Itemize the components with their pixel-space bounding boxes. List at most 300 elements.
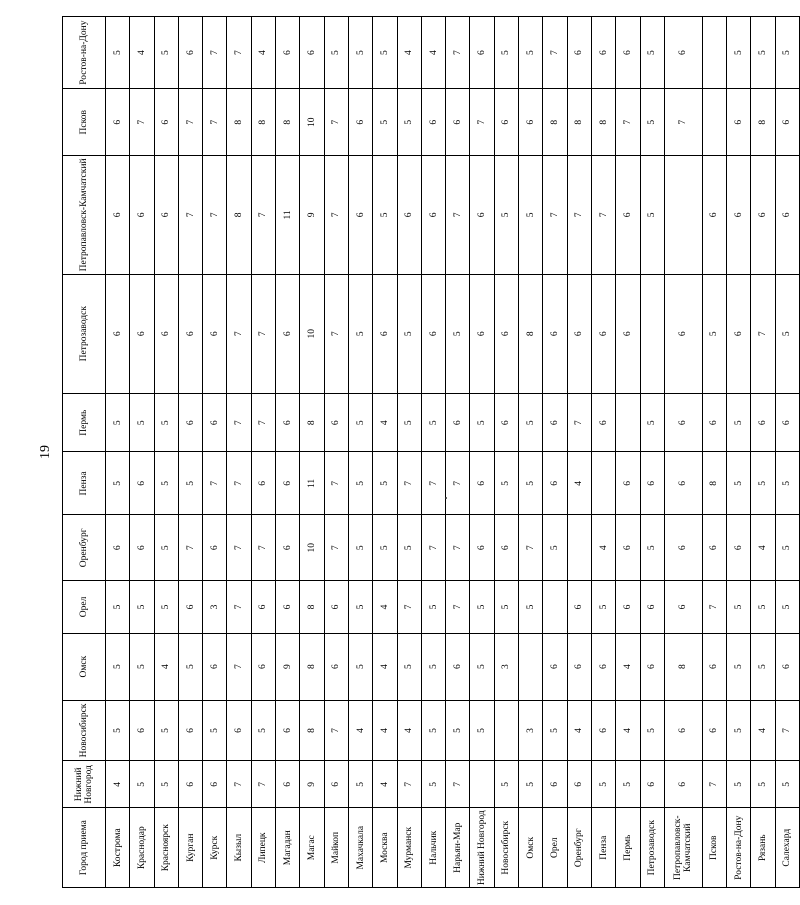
table-cell: 6 — [775, 393, 799, 452]
table-cell: 6 — [446, 633, 470, 700]
row-city-label: Кострома — [106, 808, 130, 888]
table-cell: 5 — [106, 633, 130, 700]
column-header: Ростов-на-Дону — [63, 17, 106, 89]
table-cell: 7 — [519, 515, 543, 581]
table-cell: 5 — [519, 156, 543, 274]
table-cell: 5 — [130, 633, 154, 700]
table-cell: 6 — [775, 156, 799, 274]
table-cell: 5 — [751, 452, 775, 515]
table-cell: 6 — [751, 393, 775, 452]
table-cell: 6 — [421, 274, 445, 393]
table-cell — [543, 581, 567, 633]
table-cell: 5 — [446, 700, 470, 761]
table-cell: 5 — [775, 581, 799, 633]
table-cell — [591, 452, 615, 515]
table-cell: 8 — [227, 89, 251, 156]
table-cell: 6 — [567, 633, 591, 700]
row-city-label: Нижний Новгород — [470, 808, 494, 888]
table-cell: 7 — [251, 515, 275, 581]
table-cell: 5 — [775, 274, 799, 393]
table-cell: 5 — [727, 633, 751, 700]
table-cell: 6 — [494, 89, 518, 156]
table-cell: 6 — [251, 581, 275, 633]
table-cell: 4 — [373, 761, 397, 808]
table-cell: 6 — [775, 633, 799, 700]
row-city-label: Ростов-на-Дону — [727, 808, 751, 888]
table-cell — [664, 156, 702, 274]
table-cell: 7 — [324, 156, 348, 274]
row-city-label: Омск — [519, 808, 543, 888]
table-cell: 7 — [251, 393, 275, 452]
table-cell: 8 — [543, 89, 567, 156]
table-cell: 6 — [591, 17, 615, 89]
table-cell: 6 — [702, 515, 726, 581]
table-cell: 7 — [446, 156, 470, 274]
table-cell: 7 — [227, 274, 251, 393]
table-cell: 7 — [227, 515, 251, 581]
table-cell: 6 — [664, 274, 702, 393]
table-cell: 6 — [470, 452, 494, 515]
table-cell: 6 — [543, 633, 567, 700]
table-row — [106, 17, 130, 888]
table-row — [616, 17, 640, 888]
table-cell: 4 — [348, 700, 372, 761]
table-cell: 6 — [178, 274, 202, 393]
table-cell: 5 — [397, 89, 421, 156]
table-cell: 11 — [300, 452, 324, 515]
table-cell: 5 — [421, 581, 445, 633]
table-cell: 4 — [373, 700, 397, 761]
table-cell: 5 — [154, 761, 178, 808]
column-header: Омск — [63, 633, 106, 700]
table-cell: 7 — [324, 452, 348, 515]
table-cell: 6 — [727, 156, 751, 274]
table-cell: 5 — [154, 393, 178, 452]
table-cell: 8 — [591, 89, 615, 156]
table-cell: 6 — [494, 393, 518, 452]
table-cell: 6 — [106, 274, 130, 393]
table-cell: 5 — [397, 515, 421, 581]
table-cell: 8 — [702, 452, 726, 515]
table-cell: 6 — [519, 89, 543, 156]
table-cell: 5 — [727, 17, 751, 89]
table-cell: 7 — [324, 89, 348, 156]
rotated-table-wrapper — [62, 16, 793, 888]
table-cell: 6 — [616, 581, 640, 633]
table-cell: 5 — [494, 452, 518, 515]
table-cell: 6 — [664, 17, 702, 89]
column-header: Нижний Новгород — [63, 761, 106, 808]
table-cell: 5 — [348, 515, 372, 581]
table-cell: 6 — [251, 633, 275, 700]
table-cell: 6 — [324, 633, 348, 700]
table-cell: 8 — [567, 89, 591, 156]
table-cell: 7 — [567, 393, 591, 452]
table-cell: 9 — [300, 761, 324, 808]
table-cell: 4 — [751, 700, 775, 761]
table-row — [348, 17, 372, 888]
schedule-table — [62, 16, 800, 888]
table-cell: 5 — [130, 581, 154, 633]
table-cell: 6 — [373, 274, 397, 393]
table-cell — [616, 393, 640, 452]
table-cell: 6 — [130, 515, 154, 581]
table-cell: 6 — [640, 452, 664, 515]
table-cell: 5 — [519, 452, 543, 515]
table-row — [154, 17, 178, 888]
table-cell: 7 — [664, 89, 702, 156]
table-cell: 6 — [276, 761, 300, 808]
table-cell: 10 — [300, 515, 324, 581]
table-cell: 6 — [397, 156, 421, 274]
table-cell: 6 — [203, 515, 227, 581]
table-cell: 7 — [397, 581, 421, 633]
table-cell: 8 — [251, 89, 275, 156]
table-cell: 6 — [203, 761, 227, 808]
table-row — [470, 17, 494, 888]
table-cell: 5 — [421, 633, 445, 700]
table-cell: 6 — [154, 274, 178, 393]
column-header: Петропавловск-Камчатский — [63, 156, 106, 274]
table-cell: 4 — [616, 700, 640, 761]
row-city-label: Магадан — [276, 808, 300, 888]
table-cell: 7 — [446, 17, 470, 89]
table-cell: 3 — [494, 633, 518, 700]
table-row — [664, 17, 702, 888]
row-city-label: Кызыл — [227, 808, 251, 888]
table-row — [203, 17, 227, 888]
table-cell: 6 — [421, 156, 445, 274]
table-cell: 6 — [178, 17, 202, 89]
table-cell: 4 — [373, 633, 397, 700]
table-cell: 5 — [640, 156, 664, 274]
table-cell: 5 — [702, 274, 726, 393]
row-city-label: Нальчик — [421, 808, 445, 888]
row-city-label: Нарьян-Мар — [446, 808, 470, 888]
table-cell: 6 — [470, 274, 494, 393]
table-cell: 4 — [616, 633, 640, 700]
table-cell: 5 — [421, 700, 445, 761]
table-cell: 7 — [324, 515, 348, 581]
table-cell: 5 — [470, 581, 494, 633]
table-cell: 6 — [494, 274, 518, 393]
table-cell: 6 — [591, 393, 615, 452]
table-cell: 6 — [664, 700, 702, 761]
table-cell: 7 — [130, 89, 154, 156]
column-header: Новосибирск — [63, 700, 106, 761]
table-cell: 7 — [446, 515, 470, 581]
table-cell: 6 — [446, 393, 470, 452]
row-city-label: Новосибирск — [494, 808, 518, 888]
table-row — [519, 17, 543, 888]
row-city-label: Салехард — [775, 808, 799, 888]
table-cell: 6 — [106, 515, 130, 581]
table-cell: 7 — [543, 156, 567, 274]
table-cell: 5 — [727, 393, 751, 452]
table-cell: 10 — [300, 89, 324, 156]
table-row — [775, 17, 799, 888]
table-row — [567, 17, 591, 888]
table-cell: 5 — [519, 17, 543, 89]
table-cell: 7 — [251, 156, 275, 274]
table-cell: 7 — [616, 89, 640, 156]
table-cell: 5 — [106, 700, 130, 761]
table-cell: 7 — [421, 515, 445, 581]
row-city-label: Орел — [543, 808, 567, 888]
table-cell: 8 — [300, 393, 324, 452]
table-cell: 5 — [106, 393, 130, 452]
table-row — [130, 17, 154, 888]
table-cell: 4 — [373, 393, 397, 452]
table-cell: 7 — [227, 581, 251, 633]
table-cell: 6 — [324, 393, 348, 452]
table-cell: 5 — [373, 17, 397, 89]
table-cell: 6 — [276, 17, 300, 89]
table-cell: 3 — [203, 581, 227, 633]
table-cell: 6 — [470, 515, 494, 581]
table-cell: 7 — [227, 452, 251, 515]
row-city-label: Красноярск — [154, 808, 178, 888]
row-city-label: Майкоп — [324, 808, 348, 888]
table-cell: 3 — [519, 700, 543, 761]
table-cell: 4 — [397, 700, 421, 761]
row-city-label: Мурманск — [397, 808, 421, 888]
table-cell: 6 — [203, 274, 227, 393]
row-city-label: Петропавловск-Камчатский — [664, 808, 702, 888]
table-cell: 4 — [373, 581, 397, 633]
table-cell: 7 — [591, 156, 615, 274]
table-cell — [519, 633, 543, 700]
row-city-label: Краснодар — [130, 808, 154, 888]
table-cell: 7 — [751, 274, 775, 393]
table-row — [640, 17, 664, 888]
table-cell: 6 — [178, 700, 202, 761]
table-cell: 5 — [543, 700, 567, 761]
table-cell: 6 — [567, 761, 591, 808]
row-city-label: Курган — [178, 808, 202, 888]
table-cell: 6 — [727, 515, 751, 581]
table-cell: 6 — [543, 761, 567, 808]
table-cell: 7 — [775, 700, 799, 761]
table-cell — [640, 274, 664, 393]
table-cell: 5 — [178, 452, 202, 515]
table-cell: 6 — [664, 515, 702, 581]
table-cell: 5 — [494, 17, 518, 89]
table-cell: 6 — [616, 452, 640, 515]
table-cell: 5 — [519, 581, 543, 633]
table-cell: 8 — [227, 156, 251, 274]
table-cell: 5 — [130, 761, 154, 808]
table-cell: 5 — [178, 633, 202, 700]
table-cell: 5 — [519, 393, 543, 452]
table-cell: 4 — [130, 17, 154, 89]
table-cell: 5 — [154, 700, 178, 761]
table-cell: 6 — [664, 452, 702, 515]
table-cell: 5 — [727, 581, 751, 633]
table-cell: 6 — [276, 393, 300, 452]
table-cell: 4 — [251, 17, 275, 89]
table-cell: 5 — [397, 633, 421, 700]
table-header-row — [63, 17, 106, 888]
table-cell: 6 — [494, 515, 518, 581]
table-cell: 7 — [421, 452, 445, 515]
table-cell: 5 — [154, 452, 178, 515]
table-cell: 4 — [567, 700, 591, 761]
table-cell: 5 — [154, 581, 178, 633]
table-row — [276, 17, 300, 888]
table-cell: 5 — [494, 761, 518, 808]
table-cell: 6 — [276, 700, 300, 761]
table-cell: 5 — [154, 17, 178, 89]
table-row — [300, 17, 324, 888]
table-cell: 6 — [348, 156, 372, 274]
table-row — [727, 17, 751, 888]
table-cell: 5 — [640, 515, 664, 581]
table-cell: 6 — [702, 156, 726, 274]
table-cell: 6 — [616, 274, 640, 393]
table-cell: 5 — [348, 393, 372, 452]
table-cell: 5 — [751, 581, 775, 633]
table-cell: 6 — [178, 761, 202, 808]
table-row — [591, 17, 615, 888]
table-cell: 7 — [702, 761, 726, 808]
row-city-label: Пенза — [591, 808, 615, 888]
table-cell: 6 — [106, 156, 130, 274]
table-cell — [470, 761, 494, 808]
table-cell: 5 — [373, 89, 397, 156]
table-cell: 4 — [397, 17, 421, 89]
table-cell: 7 — [446, 761, 470, 808]
row-city-label: Магас — [300, 808, 324, 888]
table-cell: 6 — [567, 581, 591, 633]
table-cell: 7 — [567, 156, 591, 274]
table-cell: 5 — [727, 761, 751, 808]
table-cell: 7 — [251, 761, 275, 808]
table-cell: 5 — [348, 17, 372, 89]
table-cell: 8 — [300, 700, 324, 761]
table-cell: 4 — [751, 515, 775, 581]
table-cell: 6 — [130, 156, 154, 274]
column-header: Пенза — [63, 452, 106, 515]
table-cell: 5 — [751, 17, 775, 89]
row-city-label: Липецк — [251, 808, 275, 888]
table-cell: 6 — [251, 452, 275, 515]
table-cell: 7 — [397, 761, 421, 808]
column-header: Петрозаводск — [63, 274, 106, 393]
table-cell: 5 — [421, 761, 445, 808]
table-row — [324, 17, 348, 888]
table-cell: 6 — [470, 156, 494, 274]
table-cell: 5 — [640, 17, 664, 89]
table-cell: 5 — [591, 581, 615, 633]
table-cell: 4 — [421, 17, 445, 89]
table-cell: 5 — [106, 17, 130, 89]
table-cell: 6 — [543, 452, 567, 515]
table-cell: 5 — [591, 761, 615, 808]
table-cell: 5 — [543, 515, 567, 581]
table-cell: 5 — [348, 761, 372, 808]
table-cell: 5 — [775, 452, 799, 515]
table-cell: 5 — [348, 452, 372, 515]
table-cell: 5 — [640, 700, 664, 761]
table-cell: 6 — [470, 17, 494, 89]
row-city-label: Пермь — [616, 808, 640, 888]
table-cell: 5 — [470, 700, 494, 761]
table-cell: 7 — [178, 89, 202, 156]
table-cell: 10 — [300, 274, 324, 393]
table-cell: 6 — [775, 89, 799, 156]
table-cell: 6 — [130, 452, 154, 515]
table-cell: 5 — [106, 581, 130, 633]
table-cell: 5 — [324, 17, 348, 89]
table-cell: 5 — [727, 700, 751, 761]
table-cell: 6 — [702, 633, 726, 700]
table-cell: 4 — [106, 761, 130, 808]
table-cell: 6 — [421, 89, 445, 156]
table-cell: 7 — [227, 393, 251, 452]
row-city-label: Оренбург — [567, 808, 591, 888]
table-cell: 5 — [775, 515, 799, 581]
table-cell: 5 — [616, 761, 640, 808]
table-cell: 6 — [227, 700, 251, 761]
table-cell: 7 — [178, 156, 202, 274]
table-cell: 6 — [300, 17, 324, 89]
table-cell: 5 — [373, 452, 397, 515]
row-city-label: Петрозаводск — [640, 808, 664, 888]
table-cell: 6 — [702, 700, 726, 761]
table-row — [227, 17, 251, 888]
table-cell — [567, 515, 591, 581]
table-cell: 5 — [470, 393, 494, 452]
table-cell: 5 — [751, 633, 775, 700]
table-cell: 6 — [178, 393, 202, 452]
table-cell: 9 — [300, 156, 324, 274]
table-cell: 5 — [154, 515, 178, 581]
table-cell — [702, 17, 726, 89]
table-cell: 6 — [616, 515, 640, 581]
table-cell: 6 — [702, 393, 726, 452]
table-cell: 5 — [727, 452, 751, 515]
column-header: Псков — [63, 89, 106, 156]
table-cell: 8 — [519, 274, 543, 393]
table-cell: 6 — [276, 452, 300, 515]
table-cell: 7 — [446, 452, 470, 515]
table-cell: 6 — [591, 633, 615, 700]
table-cell: 7 — [543, 17, 567, 89]
table-row — [178, 17, 202, 888]
table-cell: 6 — [591, 700, 615, 761]
table-row — [751, 17, 775, 888]
table-cell: 5 — [494, 156, 518, 274]
table-cell: 6 — [640, 633, 664, 700]
table-cell: 5 — [106, 452, 130, 515]
table-cell: 7 — [324, 700, 348, 761]
table-cell: 5 — [397, 393, 421, 452]
table-cell: 7 — [227, 633, 251, 700]
table-cell — [494, 700, 518, 761]
page-number: 19 — [38, 445, 53, 459]
table-cell: 6 — [664, 393, 702, 452]
table-cell: 8 — [664, 633, 702, 700]
table-cell: 6 — [154, 156, 178, 274]
table-cell: 9 — [276, 633, 300, 700]
table-cell: 5 — [751, 761, 775, 808]
table-cell — [702, 89, 726, 156]
table-cell: 6 — [567, 17, 591, 89]
table-body — [106, 17, 800, 888]
table-cell: 7 — [446, 581, 470, 633]
table-cell: 6 — [203, 633, 227, 700]
